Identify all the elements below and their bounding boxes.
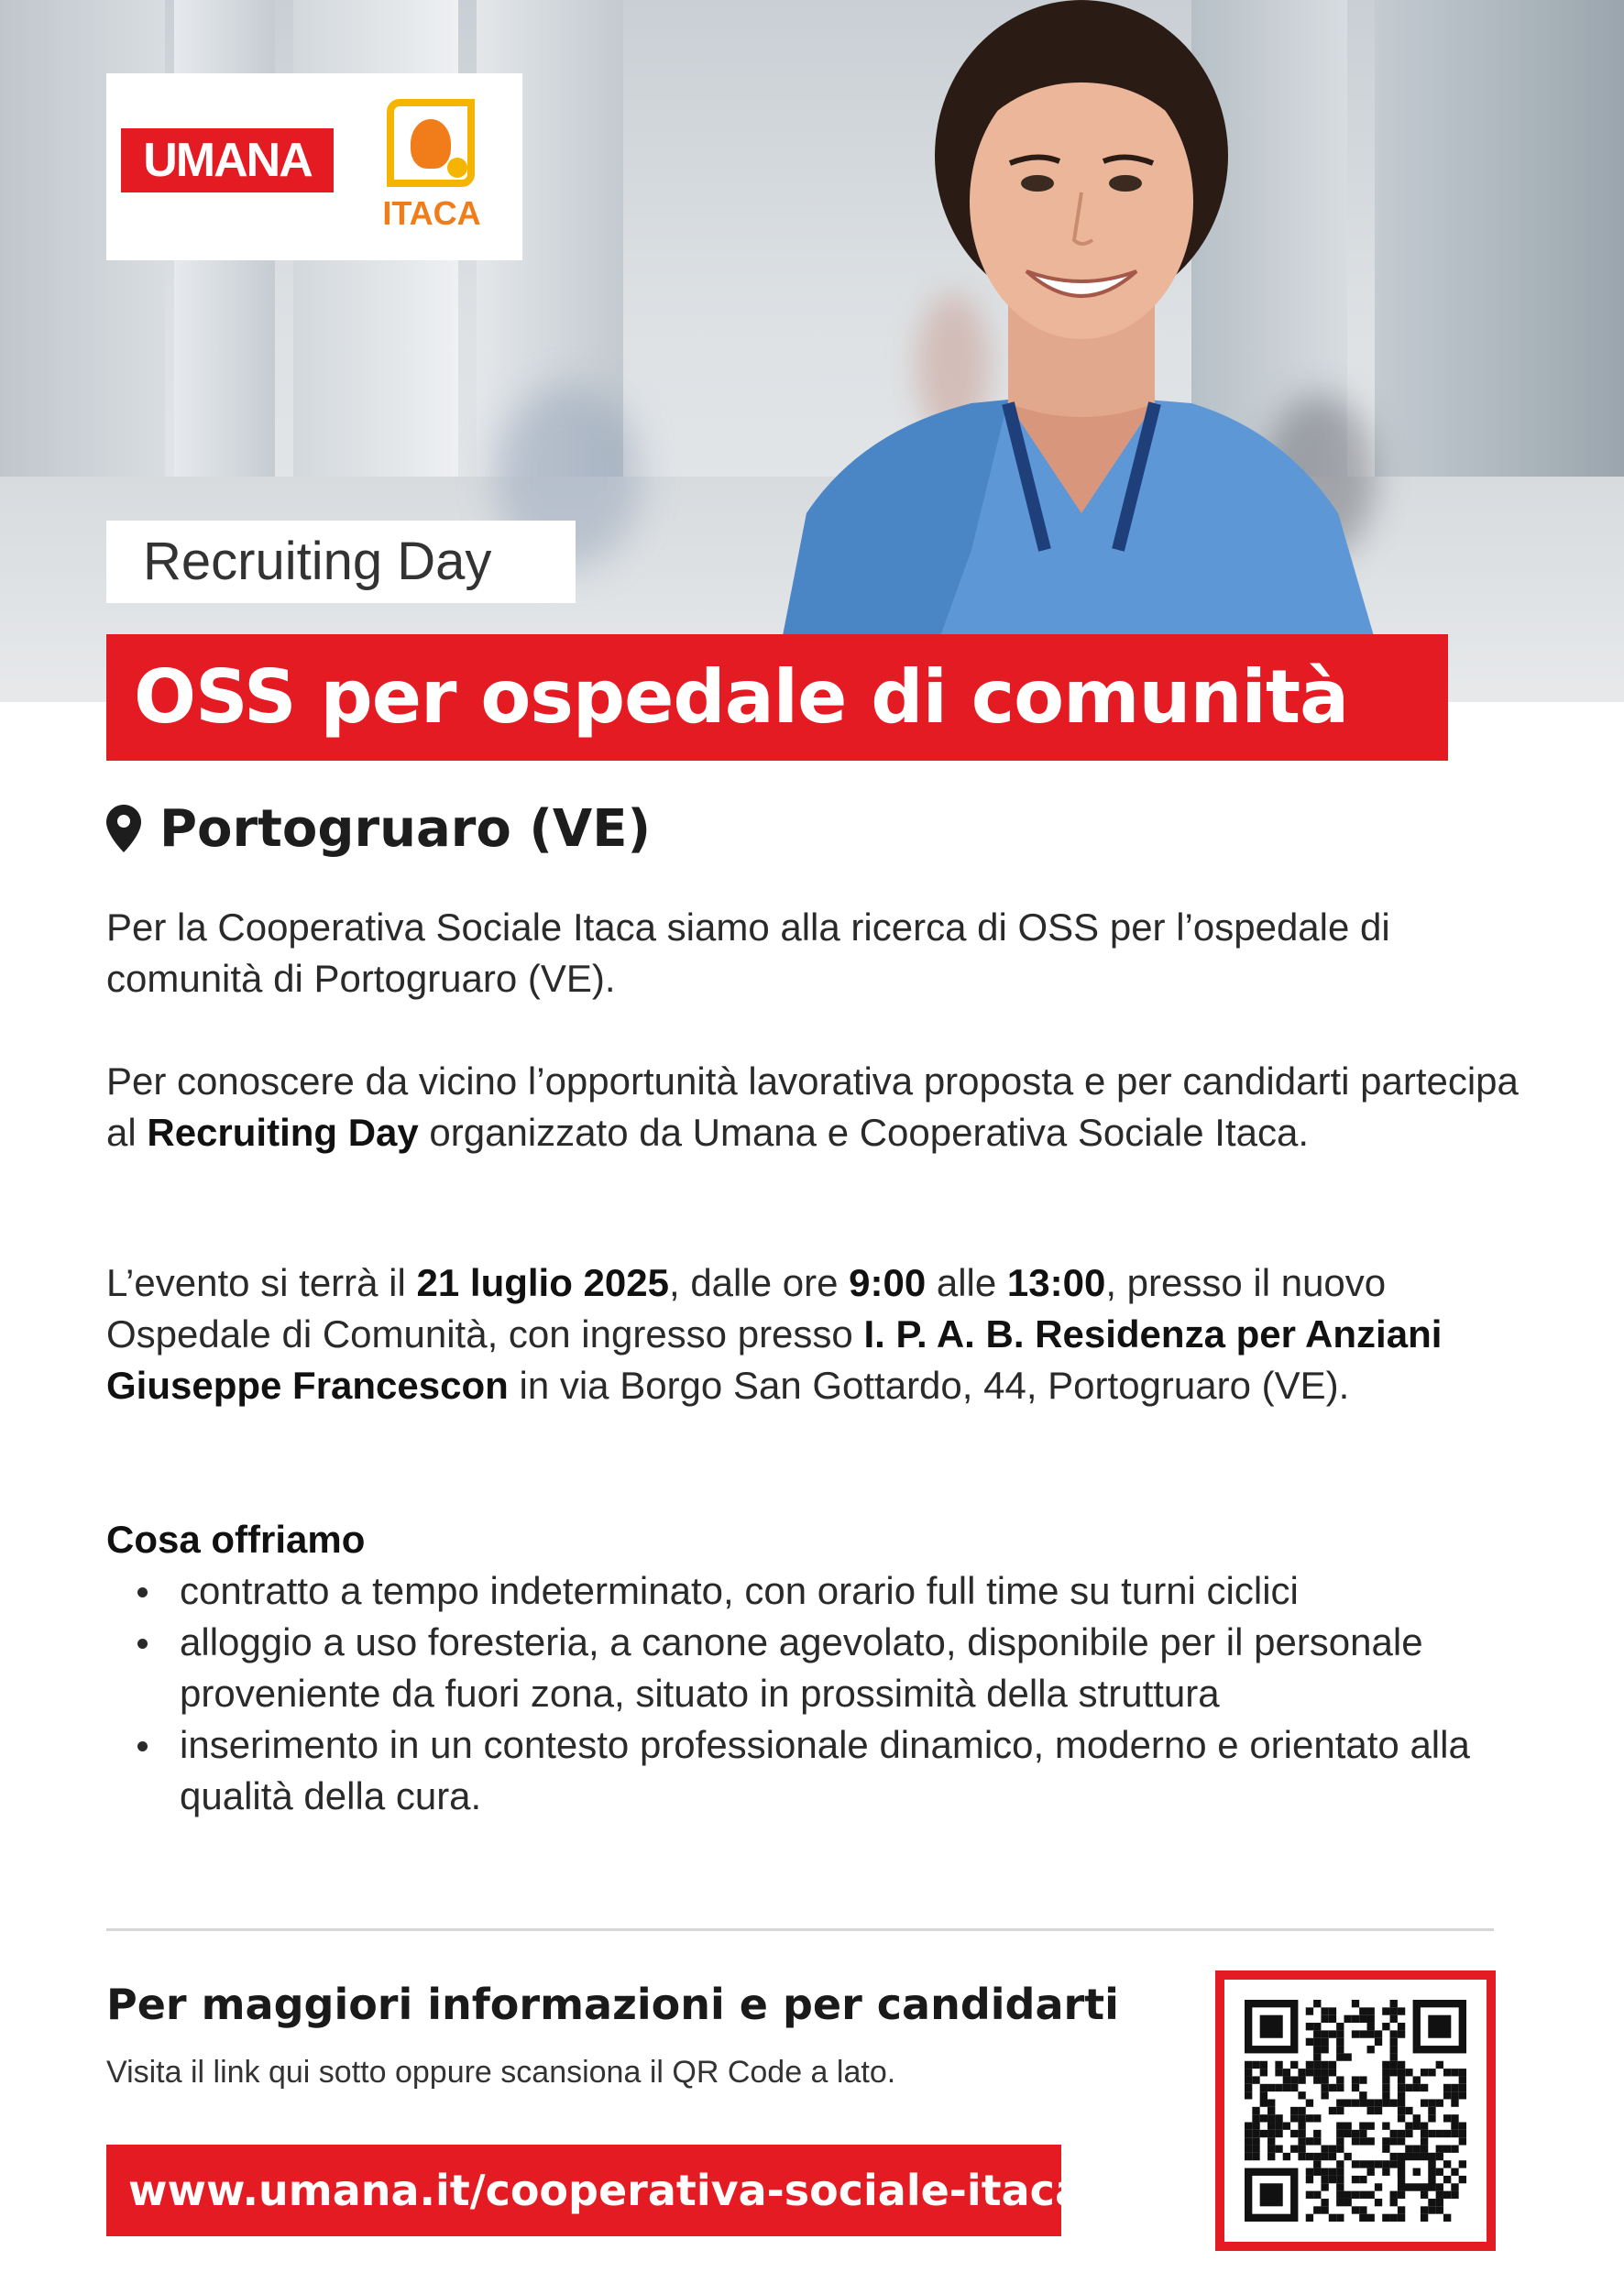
itaca-logo: ITACA [363, 99, 500, 236]
umana-logo: UMANA [121, 128, 334, 192]
intro-paragraph: Per la Cooperativa Sociale Itaca siamo alla ricerca di OSS per l’ospedale di comunità di Portogruaro (VE). [106, 906, 1390, 1000]
divider [106, 1928, 1494, 1931]
nurse-photo [733, 0, 1624, 702]
map-pin-icon [106, 805, 141, 852]
itaca-hand-icon [387, 99, 475, 187]
qr-code[interactable] [1215, 1970, 1496, 2251]
recruiting-day-badge: Recruiting Day [106, 521, 576, 603]
event-start: 9:00 [849, 1261, 927, 1304]
list-item: alloggio a uso foresteria, a canone agevolato, disponibile per il personale proveniente da fuori zona, situato in prossimità della struttura [106, 1617, 1536, 1719]
offer-heading: Cosa offriamo [106, 1518, 366, 1561]
qr-code-icon [1245, 2000, 1466, 2222]
offer-list [106, 1565, 1536, 1822]
list-item: contratto a tempo indeterminato, con orario full time su turni ciclici [106, 1565, 1536, 1617]
location-text: Portogruaro (VE) [159, 798, 652, 859]
logo-box [106, 73, 522, 260]
apply-link[interactable]: www.umana.it/cooperativa-sociale-itaca [106, 2145, 1061, 2236]
info-subtitle: Visita il link qui sotto oppure scansiona il QR Code a lato. [106, 2055, 896, 2090]
event-venue: I. P. A. B. Residenza per Anziani Giuseppe Francescon [106, 1312, 1443, 1407]
list-item: inserimento in un contesto professionale dinamico, moderno e orientato alla qualità della cura. [106, 1719, 1536, 1822]
page-title: OSS per ospedale di comunità [106, 634, 1448, 761]
location [106, 794, 651, 863]
event-end: 13:00 [1006, 1261, 1106, 1304]
event-date: 21 luglio 2025 [416, 1261, 669, 1304]
info-heading: Per maggiori informazioni e per candidarti [106, 1980, 1119, 2029]
invite-paragraph: Per conoscere da vicino l’opportunità lavorativa proposta e per candidarti partecipa al Recruiting Day organizzato da Umana e Cooperativa Sociale Itaca. [106, 1059, 1519, 1154]
event-paragraph: L’evento si terrà il 21 luglio 2025, dalle ore 9:00 alle 13:00, presso il nuovo Ospedale di Comunità, con ingresso presso I. P. A. B. Residenza per Anziani Giuseppe Francescon in via Borgo San Gottardo, 44, Portogruaro (VE). [106, 1261, 1443, 1407]
